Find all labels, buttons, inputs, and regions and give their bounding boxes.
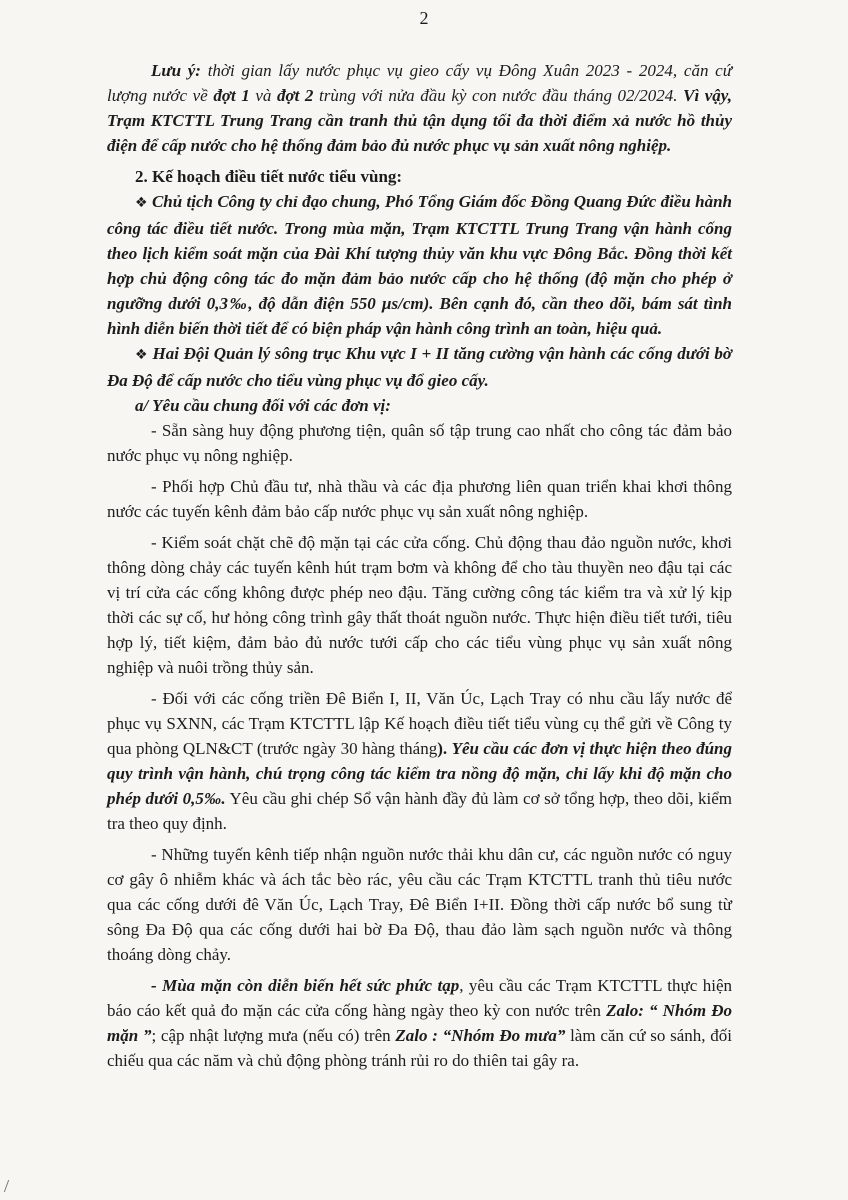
- requirement-item-3: - Kiểm soát chặt chẽ độ mặn tại các cửa cống. Chủ động thau đảo nguồn nước, khơi thông dòng chảy các tuyến kênh hút trạm bơm và không để cho tàu thuyền neo đậu tại các vị trí cửa các cống không được phép neo đậu. Tăng cường công tác kiểm tra và xử lý kịp thời các sự cố, hư hỏng công trình gây thất thoát nguồn nước. Thực hiện điều tiết tưới, tiêu hợp lý, tiết kiệm, đảm bảo đủ nước tưới cấp cho các tiểu vùng phục vụ sản xuất nông nghiệp và nuôi trồng thủy sản.: [107, 533, 732, 677]
- bullet-paragraph-1: [107, 189, 732, 341]
- requirement-item-5: - Những tuyến kênh tiếp nhận nguồn nước thải khu dân cư, các nguồn nước có nguy cơ gây ô nhiễm khác và ách tắc bèo rác, yêu cầu các Trạm KTCTTL tranh thủ tiêu nước qua các cống dưới đê Văn Úc, Lạch Tray, Đê Biển I+II. Đồng thời cấp nước bổ sung từ sông Đa Độ qua các cống dưới hai bờ Đa Độ, thau đảo làm sạch nguồn nước và thông thoáng dòng chảy.: [107, 845, 732, 964]
- section-2-heading: 2. Kế hoạch điều tiết nước tiểu vùng:: [135, 167, 403, 186]
- bullet-paragraph-2: [107, 341, 732, 393]
- item-6-text-3: làm căn cứ so sánh, đối chiếu qua các năm và chủ động phòng tránh rủi ro do thiên tai gây ra.: [107, 1026, 732, 1070]
- item-4-bold: ).: [437, 739, 452, 758]
- zalo-salinity-group: Zalo: “ Nhóm Đo mặn ”: [107, 1001, 733, 1045]
- note-bold-3: Vì vậy, Trạm KTCTTL Trung Trang cần tranh thủ tận dụng tối đa thời điểm xả nước hồ thủy điện để cấp nước cho hệ thống đảm bảo đủ nước phục vụ sản xuất nông nghiệp.: [107, 86, 732, 155]
- note-text-2: và: [249, 86, 277, 105]
- note-paragraph: [107, 58, 732, 158]
- note-bold-1: đợt 1: [213, 86, 250, 105]
- diamond-bullet-icon: ❖: [135, 195, 148, 211]
- zalo-rain-group: Zalo : “Nhóm Đo mưa”: [395, 1026, 566, 1045]
- requirement-item-4: [107, 686, 732, 836]
- diamond-bullet-icon: ❖: [135, 347, 148, 363]
- scan-edge-mark: [4, 1180, 13, 1192]
- bullet-1-text: Chủ tịch Công ty chỉ đạo chung, Phó Tổng Giám đốc Đồng Quang Đức điều hành công tác điều tiết nước. Trong mùa mặn, Trạm KTCTTL Trung Trang vận hành cống theo lịch kiểm soát mặn của Đài Khí tượng thủy văn khu vực Đông Bắc. Đồng thời kết hợp chủ động công tác đo mặn đảm bảo nước cấp cho hệ thống (độ mặn cho phép ở ngưỡng dưới 0,3‰, độ dẫn điện 550 µs/cm). Bên cạnh đó, cần theo dõi, bám sát tình hình diễn biến thời tiết để có biện pháp vận hành công trình an toàn, hiệu quả.: [107, 192, 732, 338]
- item-6-emphasis: - Mùa mặn còn diễn biến hết sức phức tạp: [151, 976, 460, 995]
- requirement-item-1: - Sẵn sàng huy động phương tiện, quân số tập trung cao nhất cho công tác đảm bảo nước phục vụ nông nghiệp.: [107, 421, 732, 465]
- requirement-item-6: [107, 973, 732, 1073]
- subsection-a-heading: a/ Yêu cầu chung đối với các đơn vị:: [135, 396, 391, 415]
- item-4-text-1: - Đối với các cống triền Đê Biển I, II, Văn Úc, Lạch Tray có nhu cầu lấy nước để phục vụ SXNN, các Trạm KTCTTL lập Kế hoạch điều tiết tiểu vùng cụ thể gửi về Công ty qua phòng QLN&CT (trước ngày 30 hàng tháng: [107, 689, 732, 758]
- bullet-2-text: Hai Đội Quản lý sông trục Khu vực I + II tăng cường vận hành các cống dưới bờ Đa Độ để cấp nước cho tiểu vùng phục vụ đổ gieo cấy.: [107, 344, 733, 390]
- note-text-3: trùng với nửa đầu kỳ con nước đầu tháng 02/2024.: [313, 86, 684, 105]
- note-label: Lưu ý:: [151, 61, 201, 80]
- item-6-text-2: ; cập nhật lượng mưa (nếu có) trên: [151, 1026, 396, 1045]
- item-6-text-1: , yêu cầu các Trạm KTCTTL thực hiện báo cáo kết quả đo mặn các cửa cống hàng ngày theo kỳ con nước trên: [107, 976, 732, 1020]
- item-4-text-2: Yêu cầu ghi chép Sổ vận hành đầy đủ làm cơ sở tổng hợp, theo dõi, kiểm tra theo quy định.: [107, 789, 733, 833]
- document-body: [107, 58, 732, 1073]
- page-number: 2: [419, 8, 429, 28]
- note-bold-2: đợt 2: [277, 86, 314, 105]
- item-4-emphasis: Yêu cầu các đơn vị thực hiện theo đúng quy trình vận hành, chú trọng công tác kiểm tra nồng độ mặn, chỉ lấy khi độ mặn cho phép dưới 0,5‰.: [107, 739, 732, 808]
- requirement-item-2: - Phối hợp Chủ đầu tư, nhà thầu và các địa phương liên quan triển khai khơi thông nước các tuyến kênh đảm bảo cấp nước phục vụ sản xuất nông nghiệp.: [107, 477, 732, 521]
- note-text-1: thời gian lấy nước phục vụ gieo cấy vụ Đông Xuân 2023 - 2024, căn cứ lượng nước về: [107, 61, 732, 105]
